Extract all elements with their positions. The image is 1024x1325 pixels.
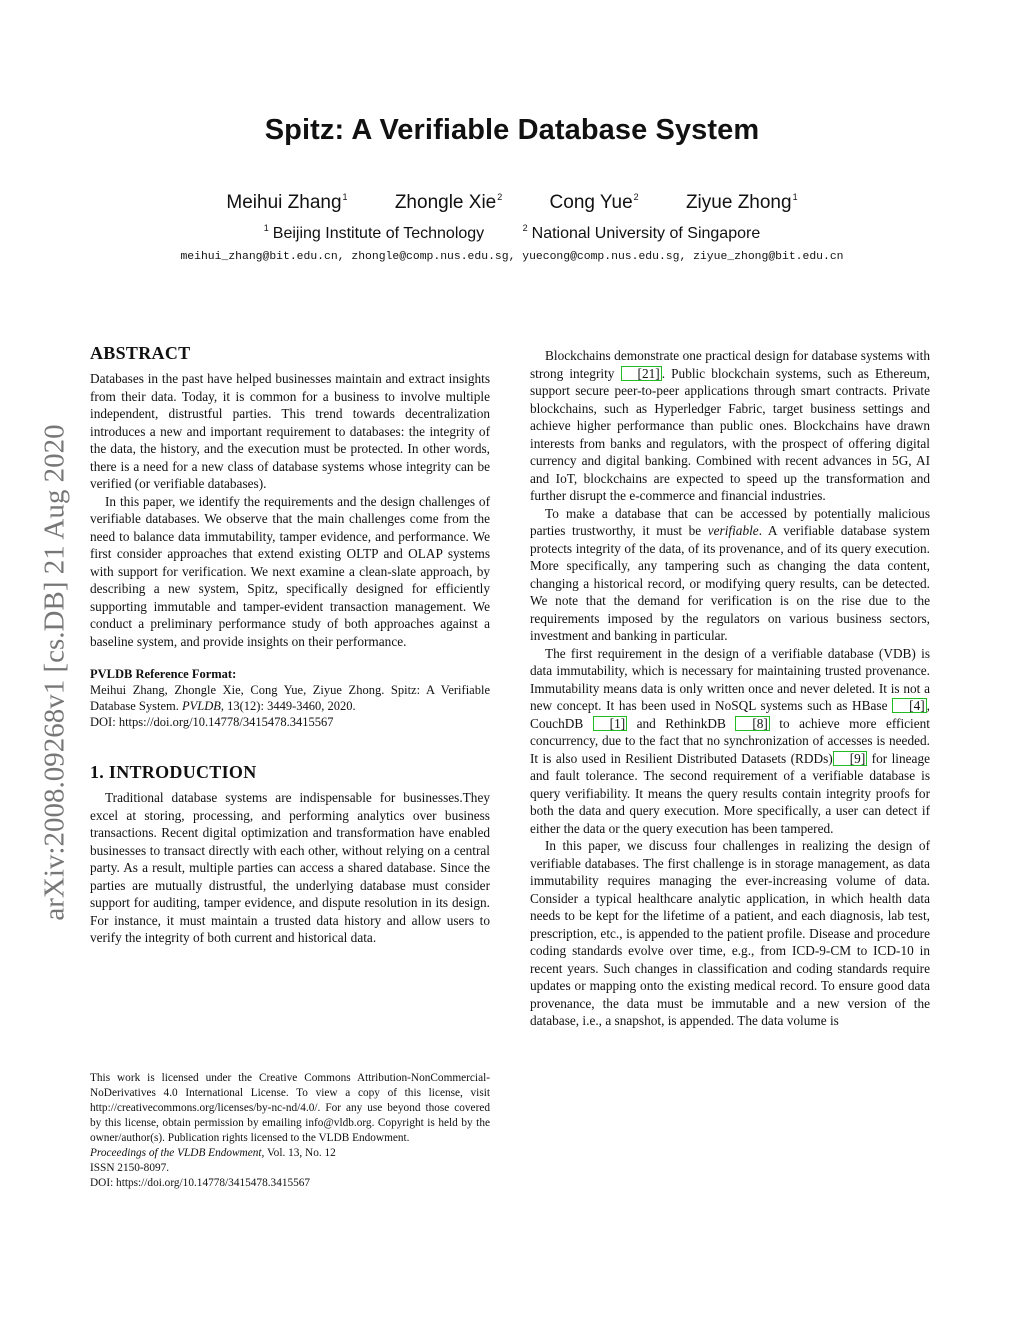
body-paragraph: In this paper, we discuss four challenges in realizing the design of verifiable databases. The first challenge is in storage management, as data immutability requires managing the ever-increasing volume of data. Consider a typical healthcare analytic application, in which health data needs to be kept for the lifetime of a patient, and each diagnosis, lab test, prescription, etc., is appended to the patient profile. Disease and procedure coding standards evolve over time, e.g., from ICD-9-CM to ICD-10 in recent years. Such changes in classification and coding standards require updates or mapping onto the existing medical record. To ensure good data provenance, the data must be immutable and a new version of the database, i.e., a snapshot, is appended. The data volume is — [530, 838, 930, 1028]
body-paragraph — [530, 645, 930, 838]
issn-line: ISSN 2150-8097. — [90, 1162, 170, 1174]
reference-authors-title: Meihui Zhang, Zhongle Xie, Cong Yue, Ziyue Zhong. Spitz: A Verifiable Database System. — [90, 683, 490, 713]
abstract-heading: ABSTRACT — [90, 343, 191, 363]
right-column — [530, 347, 930, 1030]
affiliation-name: Beijing Institute of Technology — [272, 225, 485, 242]
proceedings-name: Proceedings of the VLDB Endowment, — [90, 1147, 265, 1159]
text-run: for lineage and fault tolerance. The second requirement of a verifiable database is query verifiability. It means the query results contain integrity proofs for both the data and query execution. More specifically, a user can detect if either the data or the query execution has been tampered. — [530, 750, 930, 836]
author — [226, 192, 347, 214]
body-paragraph — [530, 505, 930, 645]
text-run: Blockchains demonstrate one practical design for database systems with strong integrity — [530, 348, 930, 381]
citation-link[interactable]: [21] — [621, 366, 662, 381]
introduction-paragraph: Traditional database systems are indispensable for businesses.They excel at storing, processing, and performing analytics over business transactions. Recent digital optimization and transformation have enabled businesses to transact directly with each other, without relying on a central party. As a result, multiple parties can access a shared database. Since the parties are mutually distrustful, the underlying database must consider support for auditing, tamper evidence, and dispute resolution in its design. For instance, it must maintain a trusted data history and allow users to verify the integrity of both current and historical data. — [90, 790, 490, 945]
text-run: To make a database that can be accessed by potentially malicious parties trustworthy, it must be — [530, 505, 930, 538]
abstract-paragraph: Databases in the past have helped businesses maintain and extract insights from their data. Today, it is common for a business to involve multiple independent, distrustful parties. This trend towards decentralization introduces a new and important requirement to databases: the integrity of the data, the history, and the execution must be protected. In other words, there is a need for a new class of database systems whose integrity can be verified (or verifiable databases). — [90, 371, 490, 491]
citation-link[interactable]: [9] — [833, 751, 868, 766]
citation-link[interactable]: [8] — [735, 716, 770, 731]
proceedings-line — [90, 1146, 490, 1161]
author-list — [0, 192, 1024, 214]
affiliation-number: 2 — [522, 223, 528, 233]
author-emails: meihui_zhang@bit.edu.cn, zhongle@comp.nus.edu.sg, yuecong@comp.nus.edu.sg, ziyue_zhong@bit.edu.cn — [180, 251, 844, 263]
reference-citation — [90, 682, 490, 714]
affiliation-number: 1 — [263, 223, 269, 233]
author-affiliation-mark: 1 — [342, 192, 348, 202]
license-block — [90, 1071, 490, 1191]
reference-volume: , 13(12): 3449-3460, 2020. — [220, 699, 356, 713]
author — [395, 192, 502, 214]
text-run: . A verifiable database system protects integrity of the data, of its provenance, and of its query execution. More specifically, any tampering such as changing the data content, changing a historical record, or modifying query results, can be detected. We note that the demand for verification is on the rise due to the requirements imposed by the regulators on various business sectors, investment and banking in particular. — [530, 523, 930, 643]
abstract-paragraph: In this paper, we identify the requirements and the design challenges of verifiable databases. We observe that the main challenges come from the need to balance data immutability, tamper evidence, and performance. We first consider approaches that extend existing OLTP and OLAP systems with support for verification. We next examine a clean-slate approach, by describing a new system, Spitz, specifically designed for efficiently supporting immutable and tamper-evident transaction management. We conduct a preliminary performance study of both approaches against a baseline system, and provide insights on their performance. — [90, 493, 490, 649]
paper-title: Spitz: A Verifiable Database System — [264, 114, 760, 146]
citation-link[interactable]: [1] — [593, 716, 628, 731]
author — [550, 192, 639, 214]
text-run: . Public blockchain systems, such as Ethereum, support secure peer-to-peer applications through smart contracts. Private blockchains, such as Hyperledger Fabric, target business settings and achieve higher performance than public ones. Blockchains have drawn interests from banks and regulators, with the prospect of offering digital currency and digital banking. Combined with recent advances in 5G, AI and IoT, blockchains are expected to speed up the transformation and further disrupt the e-commerce and financial industries. — [530, 365, 930, 503]
text-run: and RethinkDB — [627, 715, 736, 731]
license-text: This work is licensed under the Creative Commons Attribution-NonCommercial-NoDerivatives 4.0 International License. To view a copy of this license, visit http://creativecommons.org/licenses/by-nc-nd/4.0/. For any use beyond those covered by this license, obtain permission by emailing info@vldb.org. Copyright is held by the owner/author(s). Publication rights licensed to the VLDB Endowment. — [90, 1072, 490, 1144]
author-name: Meihui Zhang — [226, 192, 342, 213]
reference-venue: PVLDB — [182, 699, 221, 713]
reference-format-heading: PVLDB Reference Format: — [90, 667, 237, 681]
citation-link[interactable]: [4] — [892, 698, 927, 713]
author-name: Zhongle Xie — [394, 192, 497, 213]
arxiv-stamp: arXiv:2008.09268v1 [cs.DB] 21 Aug 2020 — [38, 424, 71, 921]
emphasis: verifiable — [707, 523, 759, 538]
affiliation-list — [0, 223, 1024, 243]
author-name: Ziyue Zhong — [685, 192, 792, 213]
author-affiliation-mark: 2 — [633, 192, 639, 202]
proceedings-volume: Vol. 13, No. 12 — [264, 1147, 336, 1159]
affiliation — [264, 223, 484, 243]
introduction-heading: 1. INTRODUCTION — [90, 762, 257, 782]
reference-doi: DOI: https://doi.org/10.14778/3415478.3415567 — [90, 715, 334, 729]
author-affiliation-mark: 2 — [497, 192, 503, 202]
affiliation-name: National University of Singapore — [531, 225, 761, 242]
author — [686, 192, 798, 214]
text-run: to achieve more efficient concurrency, due to the fact that no synchronization of accesses is needed. It is also used in Resilient Distributed Datasets (RDDs) — [530, 715, 930, 766]
body-paragraph — [530, 347, 930, 505]
text-run: , CouchDB — [530, 698, 930, 731]
author-affiliation-mark: 1 — [792, 192, 798, 202]
license-doi: DOI: https://doi.org/10.14778/3415478.3415567 — [90, 1177, 311, 1189]
author-name: Cong Yue — [549, 192, 633, 213]
left-column — [90, 342, 490, 947]
reference-format — [90, 682, 490, 730]
text-run: The first requirement in the design of a verifiable database (VDB) is data immutability, which is necessary for maintaining trusted provenance. Immutability means data is only written once and never deleted. It is not a new concept. It has been used in NoSQL systems such as HBase — [530, 645, 930, 713]
affiliation — [523, 223, 761, 243]
